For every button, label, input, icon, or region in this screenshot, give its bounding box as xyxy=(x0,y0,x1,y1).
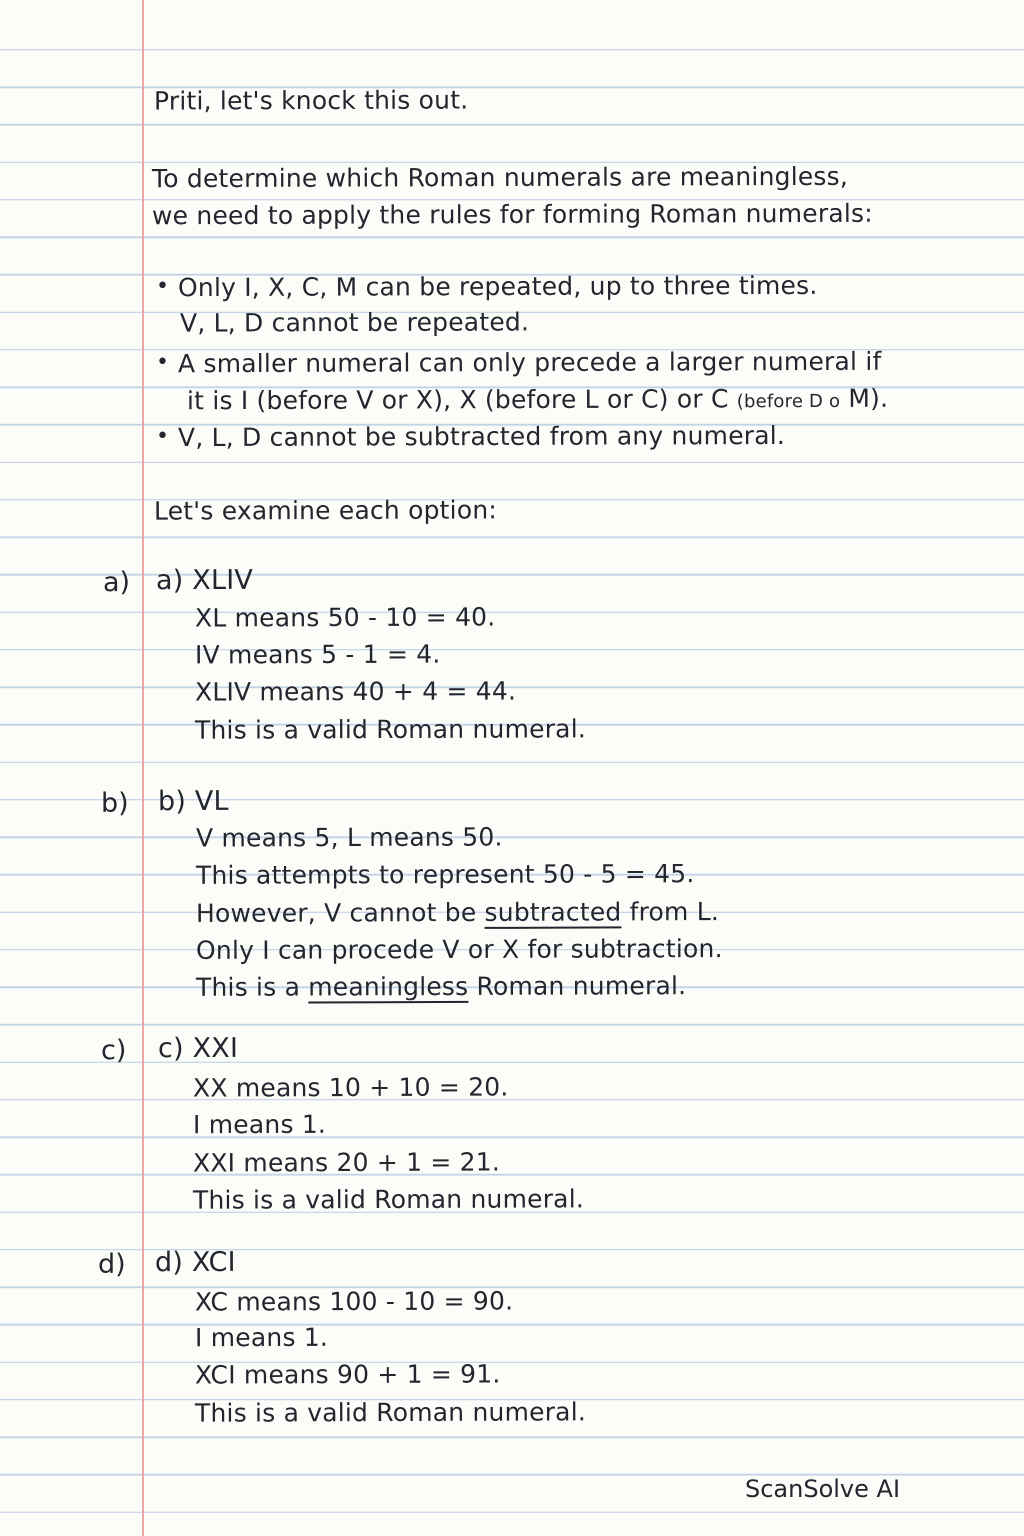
option-b-line-2: This attempts to represent 50 - 5 = 45. xyxy=(195,859,695,890)
bullet-2: • xyxy=(156,350,169,375)
bullet-1: • xyxy=(156,274,169,299)
intro-line-2: we need to apply the rules for forming Roman numerals: xyxy=(151,198,873,231)
option-a-heading: a) XLIV xyxy=(155,564,254,597)
option-b-line-5: This is a meaningless Roman numeral. xyxy=(195,971,687,1002)
margin-label-c: c) xyxy=(101,1035,127,1066)
margin-line xyxy=(142,0,144,1536)
option-a-line-4: This is a valid Roman numeral. xyxy=(194,714,587,745)
option-b-heading: b) VL xyxy=(157,785,229,818)
option-d-line-1: XC means 100 - 10 = 90. xyxy=(194,1286,514,1317)
intro-line-1: To determine which Roman numerals are meaningless, xyxy=(151,161,849,194)
rule-1-line-2: V, L, D cannot be repeated. xyxy=(179,307,530,338)
rule-1-line-1: Only I, X, C, M can be repeated, up to three times. xyxy=(177,270,818,303)
option-d-heading: d) XCI xyxy=(154,1246,236,1279)
rule-2-line-1: A smaller numeral can only precede a larger numeral if xyxy=(177,346,882,379)
rule-2-line-2: it is I (before V or X), X (before L or C) or C (before D o M). xyxy=(186,383,889,416)
greeting: Priti, let's knock this out. xyxy=(153,85,469,116)
option-d-line-3: XCI means 90 + 1 = 91. xyxy=(194,1359,501,1390)
margin-label-b: b) xyxy=(101,788,129,819)
option-a-line-1: XL means 50 - 10 = 40. xyxy=(194,602,496,633)
examine-heading: Let's examine each option: xyxy=(153,495,498,526)
option-c-line-2: I means 1. xyxy=(192,1109,327,1140)
rule-3-line-1: V, L, D cannot be subtracted from any numeral. xyxy=(177,420,786,453)
option-c-line-4: This is a valid Roman numeral. xyxy=(192,1184,585,1215)
option-b-line-4: Only I can procede V or X for subtraction. xyxy=(195,934,723,965)
margin-label-d: d) xyxy=(98,1249,126,1280)
option-c-line-1: XX means 10 + 10 = 20. xyxy=(192,1072,509,1103)
option-d-line-4: This is a valid Roman numeral. xyxy=(194,1397,587,1428)
option-b-line-3: However, V cannot be subtracted from L. xyxy=(195,897,720,928)
option-c-heading: c) XXI xyxy=(157,1032,239,1065)
bullet-3: • xyxy=(156,424,169,449)
option-c-line-3: XXI means 20 + 1 = 21. xyxy=(192,1147,501,1178)
option-a-line-2: IV means 5 - 1 = 4. xyxy=(194,639,441,670)
margin-label-a: a) xyxy=(103,567,131,598)
option-d-line-2: I means 1. xyxy=(194,1322,329,1353)
scansolve-signature: ScanSolve AI xyxy=(745,1475,901,1503)
option-b-line-1: V means 5, L means 50. xyxy=(195,822,503,853)
option-a-line-3: XLIV means 40 + 4 = 44. xyxy=(194,676,517,707)
